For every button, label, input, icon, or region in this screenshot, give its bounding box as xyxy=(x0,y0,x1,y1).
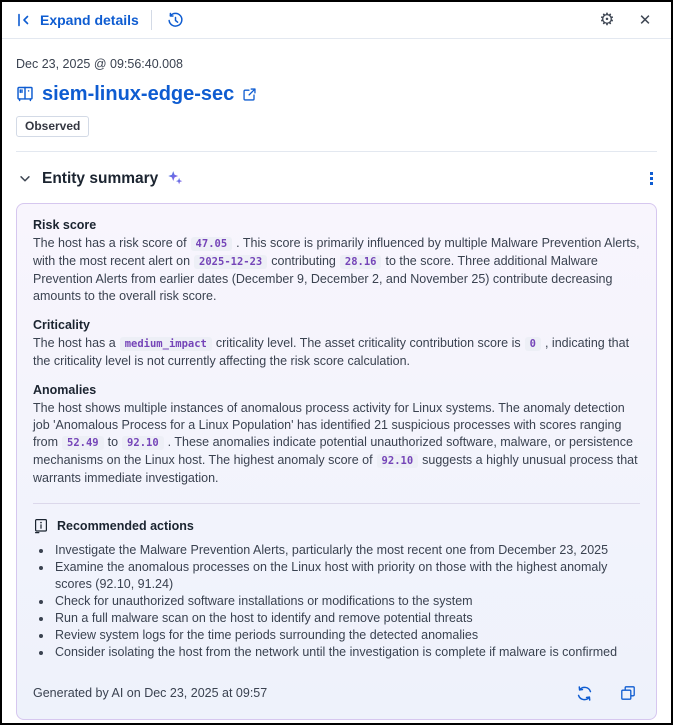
panel-divider xyxy=(33,503,640,504)
summary-options-button[interactable] xyxy=(646,168,657,189)
text-segment: contributing xyxy=(271,254,336,268)
inline-code-value: 0 xyxy=(525,337,541,351)
anomalies-heading: Anomalies xyxy=(33,383,97,397)
collapse-left-icon xyxy=(16,12,32,28)
inline-code-value: 52.49 xyxy=(62,436,104,450)
entity-header xyxy=(2,39,671,152)
text-segment: The host shows multiple instances of anomalous process activity for Linux systems. The anomaly detection job 'Anomalous Process for a Linux Population' has identified 21 suspicious processes with scores ranging from xyxy=(33,401,625,449)
external-link-icon[interactable] xyxy=(242,87,257,102)
close-icon: ✕ xyxy=(638,10,652,29)
recommended-action-item: • Investigate the Malware Prevention Alerts, particularly the most recent one from December 23, 2025 xyxy=(53,542,640,559)
flyout-header-right xyxy=(595,8,657,32)
inline-code-value: medium_impact xyxy=(120,337,212,351)
chevron-down-icon xyxy=(18,172,32,186)
entity-timestamp: Dec 23, 2025 @ 09:56:40.008 xyxy=(16,57,183,71)
risk-score-text xyxy=(33,235,640,305)
inline-code-value: 92.10 xyxy=(122,436,164,450)
inline-code-value: 28.16 xyxy=(340,255,382,269)
text-segment: The host has a xyxy=(33,336,116,350)
text-segment: . These anomalies indicate potential unauthorized software, malware, or persistence mechanisms on the Linux host. The highest anomaly score of xyxy=(33,435,633,467)
risk-score-heading: Risk score xyxy=(33,218,97,232)
flyout-header xyxy=(2,2,671,39)
criticality-text xyxy=(33,335,640,370)
text-segment: . This score is primarily influenced by multiple Malware Prevention Alerts, with the most recent alert on xyxy=(33,236,640,268)
generated-by-text: Generated by AI on Dec 23, 2025 at 09:57 xyxy=(33,686,268,700)
ai-sparkles-icon xyxy=(166,169,185,188)
copy-icon xyxy=(620,685,636,701)
entity-summary-title: Entity summary xyxy=(42,169,159,187)
refresh-icon xyxy=(576,685,593,702)
text-segment: The host has a risk score of xyxy=(33,236,187,250)
recommended-action-item: • Consider isolating the host from the network until the investigation is complete if malware is confirmed xyxy=(53,644,640,661)
regenerate-button[interactable] xyxy=(572,681,596,705)
recommended-actions-header xyxy=(33,518,640,534)
copy-button[interactable] xyxy=(616,681,640,705)
inline-code-value: 2025-12-23 xyxy=(194,255,267,269)
anomalies-text xyxy=(33,400,640,487)
recommended-action-item: • Check for unauthorized software installations or modifications to the system xyxy=(53,593,640,610)
recommended-actions-list xyxy=(33,542,640,661)
flyout-header-left xyxy=(16,8,188,32)
recommended-actions-heading: Recommended actions xyxy=(57,519,194,533)
text-segment: , indicating that the criticality level is not currently affecting the risk score calculation. xyxy=(33,336,630,368)
entity-summary-panel xyxy=(16,203,657,720)
expand-details-button[interactable] xyxy=(16,12,139,28)
inline-code-value: 92.10 xyxy=(377,454,419,468)
storage-icon xyxy=(16,85,34,103)
recommended-action-item: • Examine the anomalous processes on the Linux host with priority on those with the highest anomaly scores (92.10, 91.24) xyxy=(53,559,640,593)
criticality-heading: Criticality xyxy=(33,318,90,332)
close-flyout-button[interactable] xyxy=(633,8,657,32)
summary-footer xyxy=(33,681,640,705)
history-button[interactable] xyxy=(164,8,188,32)
text-segment: to xyxy=(107,435,119,449)
entity-summary-header xyxy=(2,152,671,203)
gear-icon: ⚙ xyxy=(599,9,615,30)
options-icon xyxy=(650,172,653,185)
history-icon xyxy=(167,12,184,29)
observed-badge: Observed xyxy=(16,116,89,137)
text-segment: suggests a highly unusual process that warrants immediate investigation. xyxy=(33,453,638,485)
recommended-action-item: • Review system logs for the time periods surrounding the detected anomalies xyxy=(53,627,640,644)
header-separator xyxy=(151,10,152,30)
text-segment: criticality level. The asset criticality contribution score is xyxy=(215,336,521,350)
entity-summary-toggle[interactable] xyxy=(16,170,34,188)
settings-button[interactable] xyxy=(595,8,619,32)
inline-code-value: 47.05 xyxy=(191,237,233,251)
entity-title-row xyxy=(16,82,657,106)
entity-name-link[interactable]: siem-linux-edge-sec xyxy=(42,83,235,105)
expand-details-label: Expand details xyxy=(40,12,139,28)
text-segment: to the score. Three additional Malware Prevention Alerts from earlier dates (December 9, December 2, and November 25) contribute decreasing amounts to the overall risk score. xyxy=(33,254,613,303)
summary-footer-actions xyxy=(572,681,640,705)
recommended-actions-icon xyxy=(33,518,49,534)
recommended-action-item: • Run a full malware scan on the host to identify and remove potential threats xyxy=(53,610,640,627)
